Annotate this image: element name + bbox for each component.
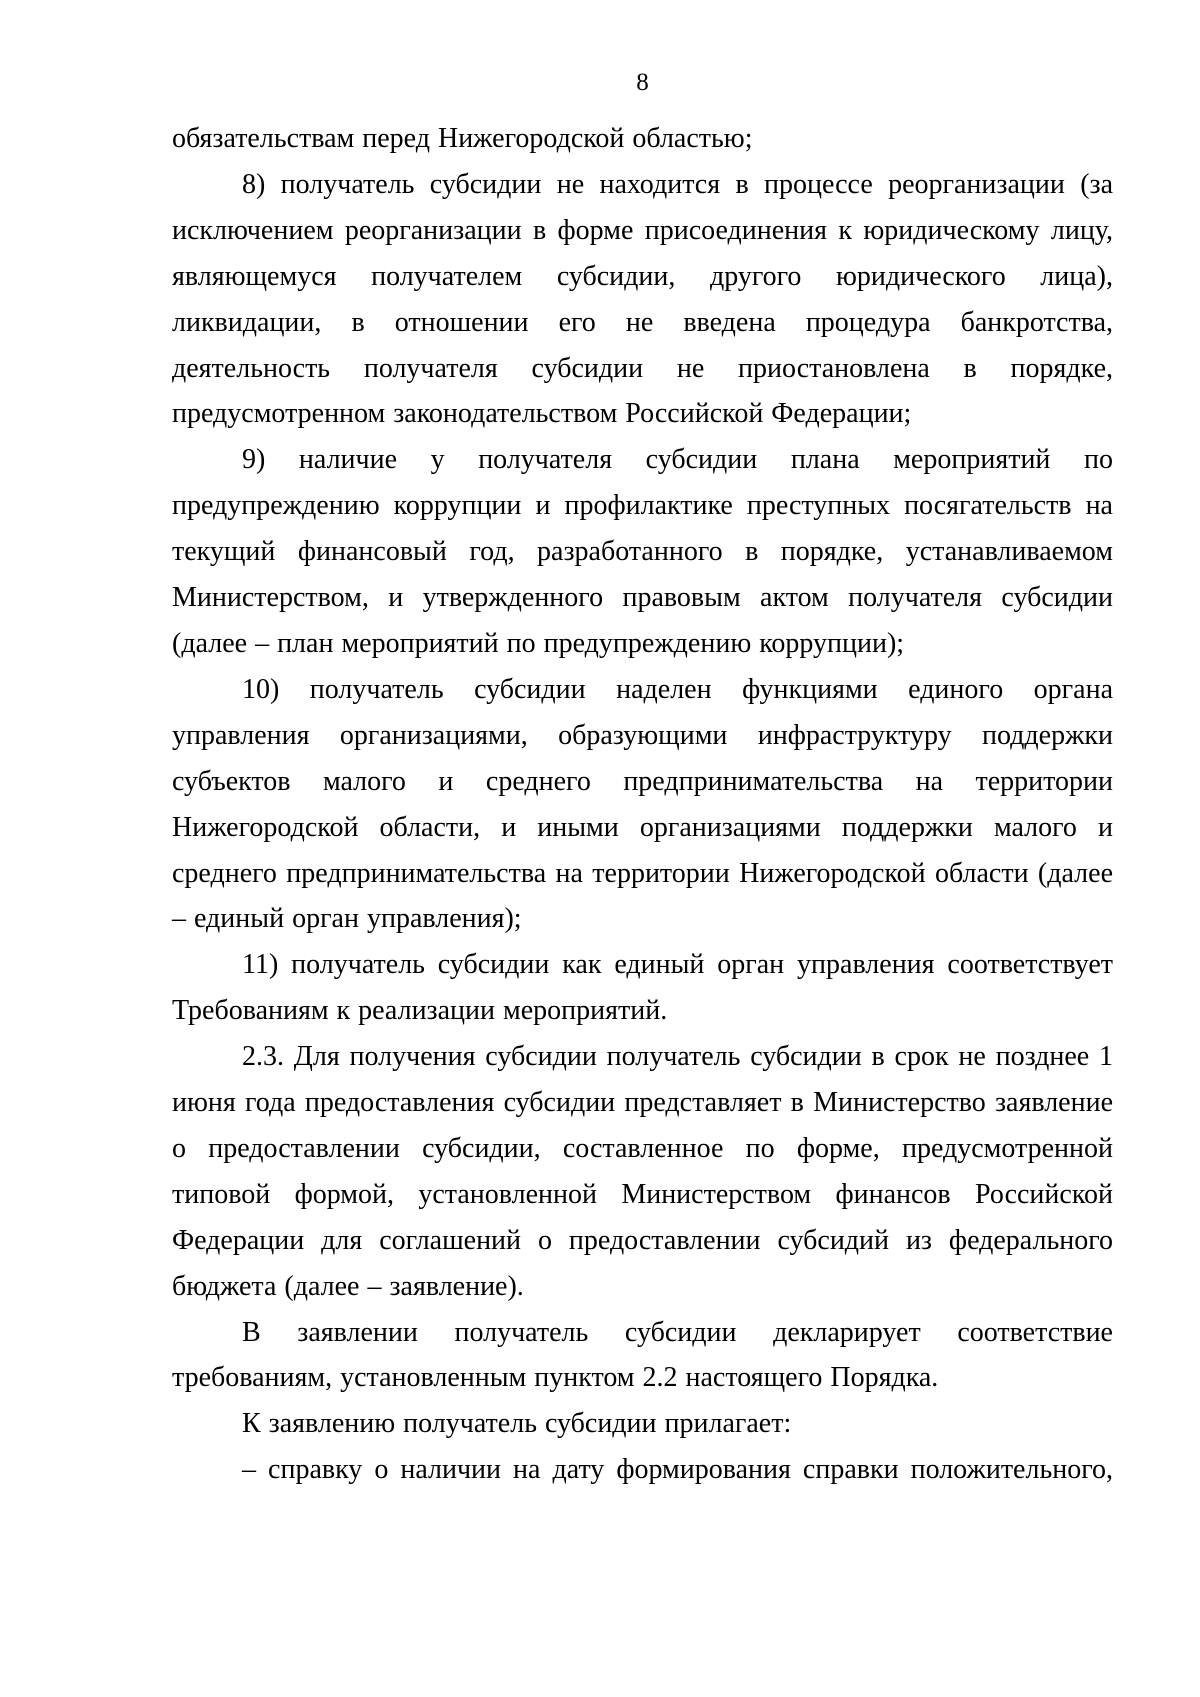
paragraph: 2.3. Для получения субсидии получатель субсидии в срок не позднее 1 июня года предоставления субсидии представляет в Министерство заявление о предоставлении субсидии, составленное по форме, предусмотренной типовой формой, установленной Министерством финансов Российской Федерации для соглашений о предоставлении субсидий из федерального бюджета (далее – заявление). bbox=[172, 1041, 1113, 1302]
paragraph: К заявлению получатель субсидии прилагает: bbox=[242, 1408, 792, 1440]
paragraph: В заявлении получатель субсидии декларирует соответствие требованиям, установленным пунктом 2.2 настоящего Порядка. bbox=[172, 1316, 1113, 1394]
paragraph: 9) наличие у получателя субсидии плана мероприятий по предупреждению коррупции и профилактике преступных посягательств на текущий финансовый год, разработанного в порядке, устанавливаемом Министерством, и утвержденного правовым актом получателя субсидии (далее – план мероприятий по предупреждению коррупции); bbox=[172, 444, 1113, 659]
paragraph: – справку о наличии на дату формирования справки положительного, bbox=[242, 1454, 1113, 1486]
paragraph: 10) получатель субсидии наделен функциями единого органа управления организациями, образующими инфраструктуру поддержки субъектов малого и среднего предпринимательства на территории Нижегородской области, и иными организациями поддержки малого и среднего предпринимательства на территории Нижегородской области (далее – единый орган управления); bbox=[172, 673, 1113, 935]
document-body bbox=[172, 116, 1113, 1493]
page-number: 8 bbox=[636, 69, 649, 96]
paragraph: обязательствам перед Нижегородской областью; bbox=[172, 123, 753, 154]
paragraph: 8) получатель субсидии не находится в процессе реорганизации (за исключением реорганизации в форме присоединения к юридическому лицу, являющемуся получателем субсидии, другого юридического лица), ликвидации, в отношении его не введена процедура банкротства, деятельность получателя субсидии не приостановлена в порядке, предусмотренном законодательством Российской Федерации; bbox=[172, 168, 1113, 430]
paragraph: 11) получатель субсидии как единый орган управления соответствует Требованиям к реализации мероприятий. bbox=[172, 949, 1113, 1027]
